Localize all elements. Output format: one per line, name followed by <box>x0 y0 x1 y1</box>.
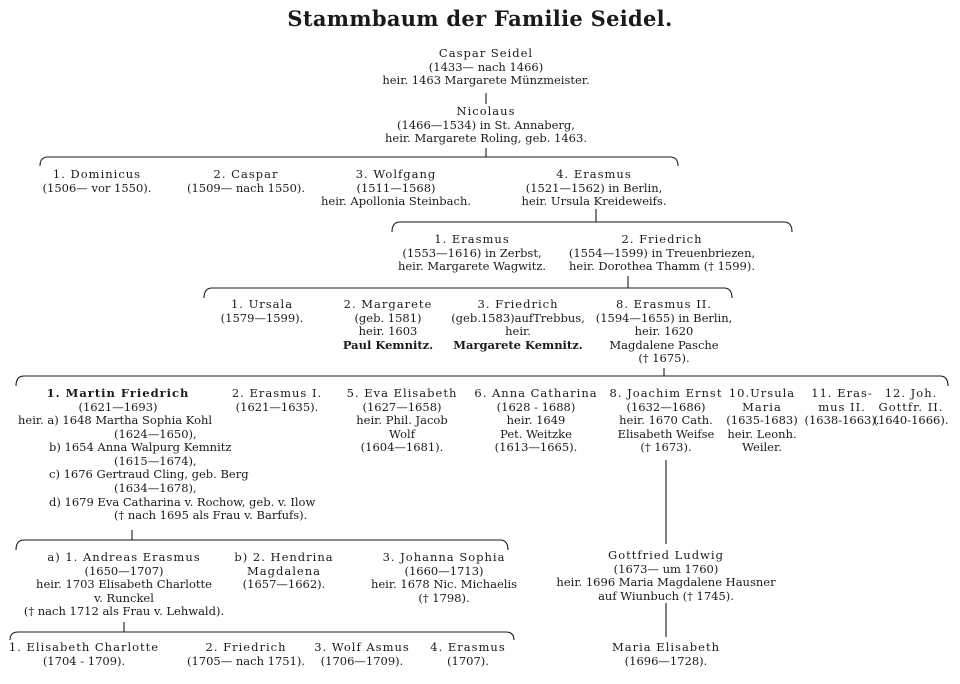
person-maria-elisabeth <box>612 641 720 668</box>
friedrich-gen4-dates: (1554—1599) in Treuenbriezen, <box>568 245 756 260</box>
friedrich-gen5-birth: (geb.1583)aufTrebbus, <box>451 310 585 325</box>
page-title: Stammbaum der Familie Seidel. <box>287 6 673 31</box>
wolf-name: 3. Wolf Asmus <box>314 640 410 654</box>
dominicus-dates: (1506— vor 1550). <box>42 180 152 195</box>
johanna-marriage: heir. 1678 Nic. Michaelis <box>370 577 518 592</box>
andreas-marriage: heir. 1703 Elisabeth Charlotte <box>36 577 212 592</box>
andreas-spouse: v. Runckel <box>94 590 154 605</box>
joachim-marriage: heir. 1670 Cath. <box>619 413 713 428</box>
margarete-name: 2. Margarete <box>343 297 433 311</box>
erasmus-ii-spouse-death: († 1675). <box>638 351 690 366</box>
nicolaus-marriage: heir. Margarete Roling, geb. 1463. <box>385 131 587 146</box>
eva-spouse: Wolf <box>389 426 415 441</box>
caspar2-dates: (1509— nach 1550). <box>186 180 306 195</box>
person-erasmus-ii-gen6 <box>804 387 879 428</box>
gottfried-marriage: heir. 1696 Maria Magdalene Hausner <box>556 575 776 590</box>
margarete-marriage: heir. 1603 <box>358 324 418 339</box>
eva-name: 5. Eva Elisabeth <box>346 386 458 400</box>
joachim-dates: (1632—1686) <box>626 399 706 414</box>
hendrina-name2: Magdalena <box>247 563 321 578</box>
erasmus-ii-spouse: Magdalene Pasche <box>609 337 719 352</box>
martin-marriages <box>18 414 315 523</box>
ursula-gen5-name: 1. Ursala <box>230 297 294 311</box>
anna-spouse: Pet. Weitzke <box>500 426 572 441</box>
martin-wife-b: b) 1654 Anna Walpurg Kemnitz <box>49 440 232 455</box>
joachim-name: 8. Joachim Ernst <box>609 386 723 400</box>
person-andreas-erasmus <box>24 551 224 619</box>
person-dominicus <box>43 168 152 195</box>
person-caspar-2 <box>187 168 305 195</box>
andreas-name: a) 1. Andreas Erasmus <box>47 550 201 564</box>
joachim-spouse: Elisabeth Weifse <box>617 426 715 441</box>
martin-dates: (1621—1693) <box>78 399 158 414</box>
joachim-spouse-death: († 1673). <box>640 440 692 455</box>
martin-wife-c-dates: (1634—1678), <box>114 480 197 495</box>
erasmus-ii-gen6-name: 11. Eras- <box>811 386 873 400</box>
maria-dates: (1696—1728). <box>624 653 708 668</box>
person-nicolaus <box>385 105 587 146</box>
erasmus-ii-dates: (1594—1655) in Berlin, <box>595 310 733 325</box>
person-erasmus-ii-gen5 <box>596 298 733 366</box>
margarete-birth: (geb. 1581) <box>354 310 422 325</box>
dominicus-name: 1. Dominicus <box>52 167 142 181</box>
erasmus-ii-name: 8. Erasmus II. <box>616 297 712 311</box>
margarete-spouse: Paul Kemnitz. <box>342 337 434 352</box>
erasmus-gen3-marriage: heir. Ursula Kreideweifs. <box>521 194 667 209</box>
person-wolfgang <box>321 168 471 209</box>
caspar-dates: (1433— nach 1466) <box>428 59 544 74</box>
erasmus-i-name: 2. Erasmus I. <box>231 386 323 400</box>
eva-dates: (1627—1658) <box>362 399 442 414</box>
erasmus-gen4-name: 1. Erasmus <box>434 232 510 246</box>
caspar-marriage: heir. 1463 Margarete Münzmeister. <box>382 73 590 88</box>
friedrich-gen8-name: 2. Friedrich <box>205 640 287 654</box>
person-ursula-gen5 <box>221 298 304 325</box>
eva-marriage: heir. Phil. Jacob <box>356 413 448 428</box>
friedrich-gen5-spouse: Margarete Kemnitz. <box>453 337 583 352</box>
ursula-maria-name2: Maria <box>742 399 782 414</box>
ursula-maria-name: 10.Ursula <box>728 386 796 400</box>
erasmus-ii-gen6-dates: (1638-1663). <box>804 413 880 428</box>
friedrich-gen8-dates: (1705— nach 1751). <box>186 653 306 668</box>
gottfried-dates: (1673— um 1760) <box>613 561 719 576</box>
erasmus-i-dates: (1621—1635). <box>235 399 319 414</box>
gottfried-name: Gottfried Ludwig <box>608 548 724 562</box>
eva-spouse-dates: (1604—1681). <box>360 440 444 455</box>
martin-wife-c: c) 1676 Gertraud Cling, geb. Berg <box>49 467 249 482</box>
anna-dates: (1628 - 1688) <box>496 399 576 414</box>
friedrich-gen4-marriage: heir. Dorothea Thamm († 1599). <box>568 259 756 274</box>
erasmus-gen8-name: 4. Erasmus <box>430 640 506 654</box>
erasmus-gen8-dates: (1707). <box>447 653 489 668</box>
joh-dates: (1640-1666). <box>873 413 949 428</box>
friedrich-gen5-name: 3. Friedrich <box>477 297 559 311</box>
person-eva-elisabeth <box>347 387 458 455</box>
martin-wife-d-note: († nach 1695 als Frau v. Barfufs). <box>114 508 308 523</box>
person-hendrina-magdalena <box>234 551 333 592</box>
erasmus-ii-marriage: heir. 1620 <box>634 324 694 339</box>
person-anna-catharina <box>474 387 597 455</box>
elisabeth-dates: (1704 - 1709). <box>42 653 126 668</box>
elisabeth-name: 1. Elisabeth Charlotte <box>8 640 160 654</box>
ursula-maria-marriage: heir. Leonh. <box>727 426 797 441</box>
person-johanna-sophia <box>371 551 517 605</box>
person-erasmus-i <box>232 387 322 414</box>
person-erasmus-gen4 <box>398 233 546 274</box>
person-martin-friedrich <box>47 387 190 414</box>
friedrich-gen5-marriage: heir. <box>505 324 531 339</box>
person-gottfried-ludwig <box>556 549 775 603</box>
johanna-name: 3. Johanna Sophia <box>382 550 506 564</box>
person-margarete-gen5 <box>343 298 433 352</box>
person-friedrich-gen8 <box>187 641 305 668</box>
andreas-dates: (1650—1707) <box>84 563 164 578</box>
wolfgang-marriage: heir. Apollonia Steinbach. <box>320 194 472 209</box>
martin-name: 1. Martin Friedrich <box>46 386 190 400</box>
nicolaus-dates: (1466—1534) in St. Annaberg, <box>397 117 575 132</box>
person-friedrich-gen5 <box>451 298 585 352</box>
person-caspar-seidel <box>382 47 589 88</box>
person-wolf-asmus <box>314 641 410 668</box>
martin-wife-a: heir. a) 1648 Martha Sophia Kohl <box>18 413 213 427</box>
person-erasmus-gen8 <box>430 641 506 668</box>
wolf-dates: (1706—1709). <box>320 653 404 668</box>
erasmus-gen4-dates: (1553—1616) in Zerbst, <box>402 245 542 260</box>
caspar2-name: 2. Caspar <box>213 167 279 181</box>
martin-wife-d: d) 1679 Eva Catharina v. Rochow, geb. v. Ilow <box>49 494 316 509</box>
joh-name2: Gottfr. II. <box>878 399 944 414</box>
maria-name: Maria Elisabeth <box>611 640 721 654</box>
ursula-maria-spouse: Weiler. <box>742 440 782 455</box>
person-erasmus-gen3 <box>521 168 666 209</box>
joh-name: 12. Joh. <box>884 386 938 400</box>
person-friedrich-gen4 <box>569 233 755 274</box>
johanna-dates: (1660—1713) <box>404 563 484 578</box>
hendrina-dates: (1657—1662). <box>242 577 326 592</box>
anna-marriage: heir. 1649 <box>506 413 566 428</box>
erasmus-gen3-name: 4. Erasmus <box>556 167 632 181</box>
martin-wife-a-dates: (1624—1650), <box>114 426 197 441</box>
hendrina-name: b) 2. Hendrina <box>234 550 334 564</box>
wolfgang-name: 3. Wolfgang <box>355 167 437 181</box>
anna-name: 6. Anna Catharina <box>474 386 598 400</box>
person-ursula-maria <box>726 387 797 455</box>
caspar-name: Caspar Seidel <box>438 46 534 60</box>
anna-spouse-dates: (1613—1665). <box>494 440 578 455</box>
friedrich-gen4-name: 2. Friedrich <box>621 232 703 246</box>
johanna-spouse-death: († 1798). <box>418 590 470 605</box>
ursula-maria-dates: (1635-1683) <box>726 413 798 428</box>
wolfgang-dates: (1511—1568) <box>356 180 436 195</box>
erasmus-gen3-dates: (1521—1562) in Berlin, <box>525 180 663 195</box>
person-joh-gottfr <box>873 387 948 428</box>
andreas-spouse-note: († nach 1712 als Frau v. Lehwald). <box>23 604 225 619</box>
erasmus-gen4-marriage: heir. Margarete Wagwitz. <box>397 259 547 274</box>
ursula-gen5-dates: (1579—1599). <box>220 310 304 325</box>
erasmus-ii-gen6-name2: mus II. <box>818 399 866 414</box>
person-elisabeth-charlotte <box>9 641 159 668</box>
martin-wife-b-dates: (1615—1674), <box>114 453 197 468</box>
gottfried-spouse: auf Wiunbuch († 1745). <box>598 588 734 603</box>
person-joachim-ernst <box>610 387 723 455</box>
nicolaus-name: Nicolaus <box>456 104 516 118</box>
